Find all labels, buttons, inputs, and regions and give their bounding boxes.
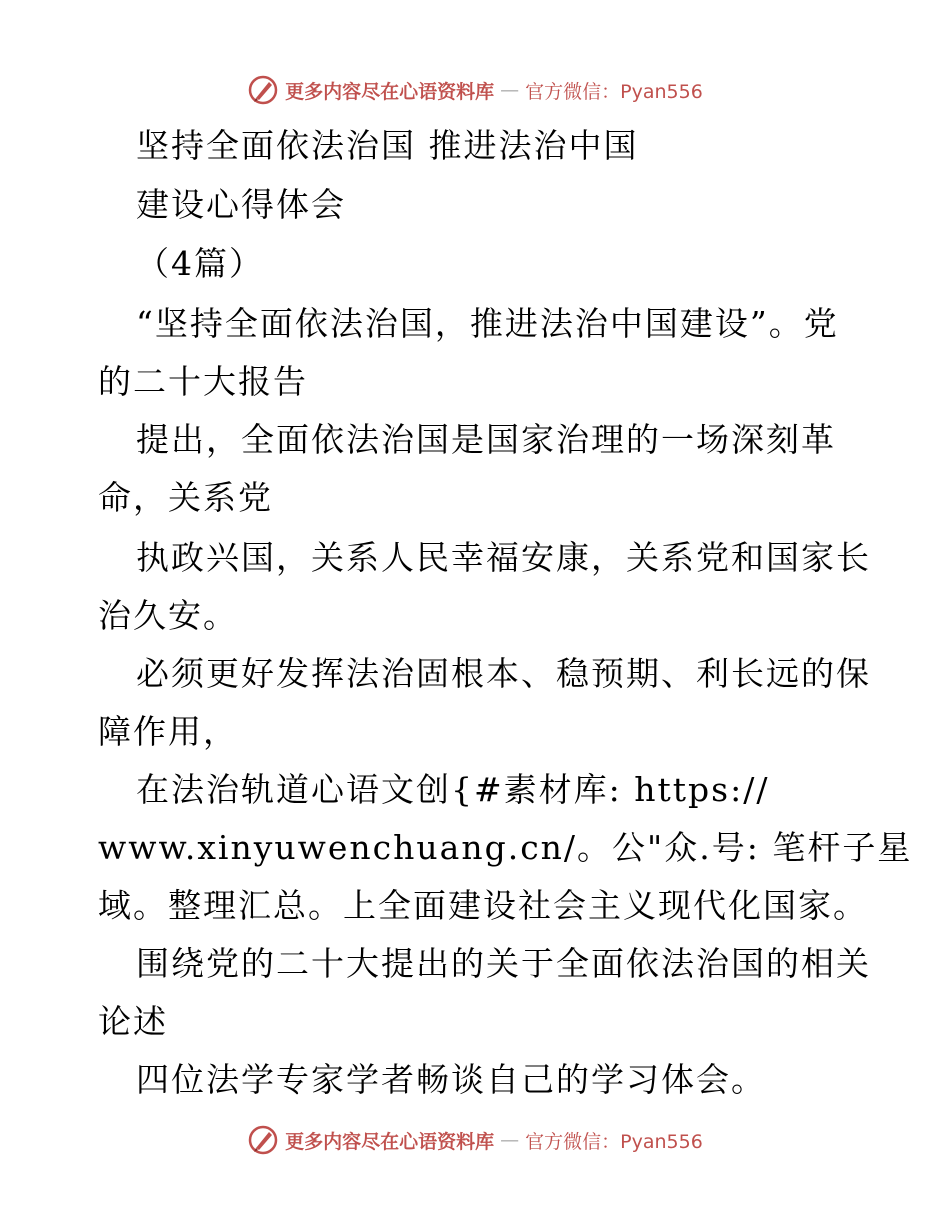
banner-wechat: 官方微信：Pyan556 (525, 80, 703, 103)
banner-separator: — (500, 79, 520, 101)
doc-title-line-2: 建设心得体会 (136, 185, 346, 224)
paragraph-line: 域。整理汇总。上全面建设社会主义现代化国家。 (98, 886, 868, 925)
paragraph-line: 治久安。 (98, 596, 238, 635)
banner-text: 更多内容尽在心语资料库 (285, 80, 495, 103)
paragraph-line: 的二十大报告 (98, 362, 308, 401)
paragraph-line: 论述 (98, 1002, 168, 1041)
banner-text: 更多内容尽在心语资料库 (285, 1130, 495, 1153)
paragraph-line: 提出，全面依法治国是国家治理的一场深刻革 (136, 420, 836, 459)
paragraph-line: 执政兴国，关系人民幸福安康，关系党和国家长 (136, 538, 871, 577)
paragraph-line: 四位法学专家学者畅谈自己的学习体会。 (136, 1060, 766, 1099)
paragraph-line: 必须更好发挥法治固根本、稳预期、利长远的保 (136, 654, 871, 693)
banner-separator: — (500, 1129, 520, 1151)
doc-count-line: （4篇） (136, 244, 264, 283)
banner-wechat: 官方微信：Pyan556 (525, 1130, 703, 1153)
paragraph-line: 障作用， (98, 712, 238, 751)
quill-pen-logo-icon (247, 1124, 279, 1156)
paragraph-line: 在法治轨道心语文创{#素材库: https:// (136, 770, 770, 809)
paragraph-line: “坚持全面依法治国，推进法治中国建设”。党 (136, 304, 839, 343)
footer-banner (0, 1120, 950, 1160)
doc-title-line-1: 坚持全面依法治国 推进法治中国 (136, 126, 639, 165)
paragraph-line: www.xinyuwenchuang.cn/。公"众.号: 笔杆子星 (98, 828, 913, 867)
paragraph-line: 围绕党的二十大提出的关于全面依法治国的相关 (136, 944, 871, 983)
banner-content (247, 1124, 703, 1156)
banner-content (247, 74, 703, 106)
paragraph-line: 命，关系党 (98, 478, 273, 517)
header-banner (0, 70, 950, 110)
quill-pen-logo-icon (247, 74, 279, 106)
